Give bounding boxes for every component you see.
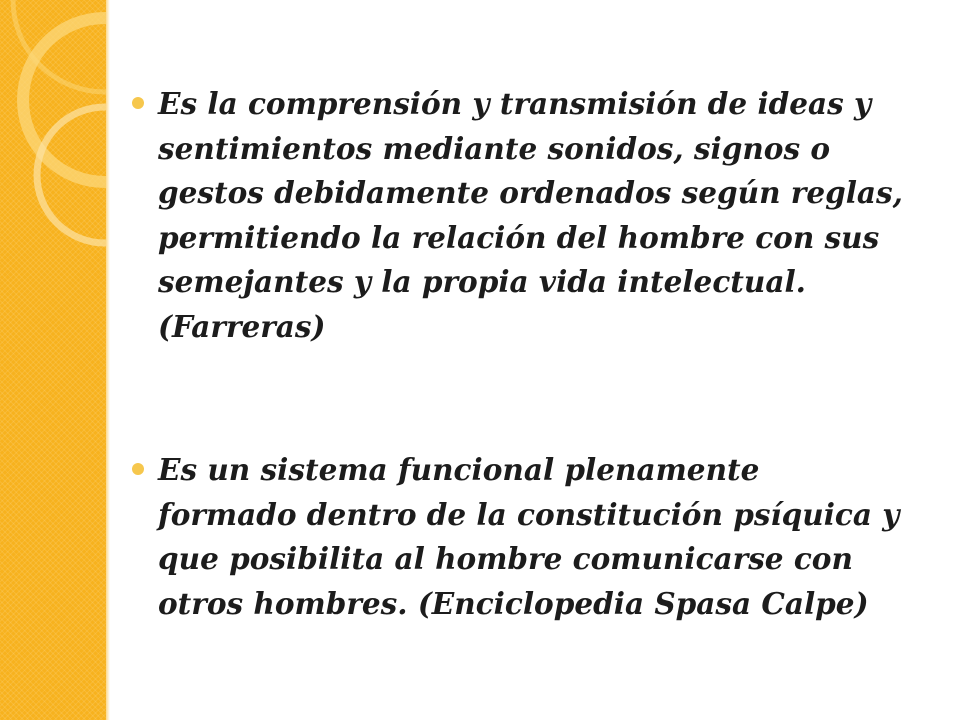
bullet-text: Es un sistema funcional plenamente formado dentro de la constitución psíquica y que posibilita al hombre comunicarse con otros hombres. (Enciclopedia Spasa Calpe): [158, 452, 900, 621]
bullet-dot-icon: [132, 463, 144, 475]
side-panel-edge: [106, 0, 110, 720]
side-decoration-panel: [0, 0, 106, 720]
concentric-circles-icon: [0, 0, 106, 720]
slide-content: [130, 82, 905, 626]
bullet-dot-icon: [132, 97, 144, 109]
bullet-item: [130, 82, 905, 349]
bullet-text: Es la comprensión y transmisión de ideas y sentimientos mediante sonidos, signos o gestos debidamente ordenados según reglas, permitiendo la relación del hombre con sus semejantes y la propia vida intelectual. (Farreras): [158, 86, 903, 344]
bullet-item: [130, 448, 905, 626]
